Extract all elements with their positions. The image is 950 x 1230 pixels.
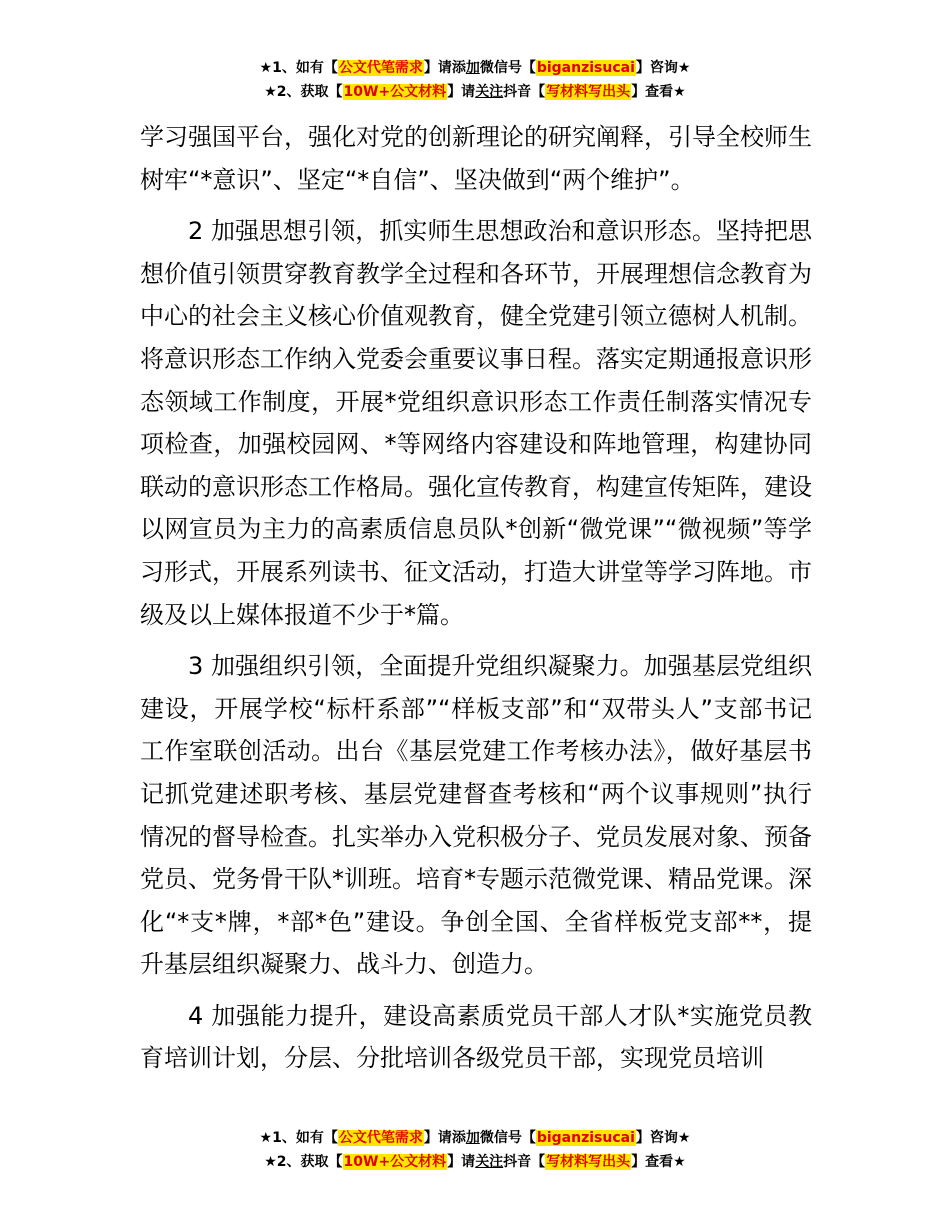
banner-text: 】请 (447, 1154, 476, 1170)
banner-underlined: 关注 (475, 84, 504, 100)
banner-text: ★1、如有【 (259, 1130, 338, 1146)
banner-underlined: 加 (465, 60, 480, 76)
header-banner (0, 56, 950, 104)
banner-text: 】咨询★ (635, 1130, 691, 1146)
banner-text: 抖音【 (503, 84, 546, 100)
banner-text: ★2、获取【 (264, 84, 343, 100)
paragraph-continuation: 学习强国平台，强化对党的创新理论的研究阐释，引导全校师生树牢“*意识”、坚定“*自信”、坚决做到“两个维护”。 (140, 123, 812, 194)
banner-text: 微信号【 (479, 60, 536, 76)
banner-highlight: 公文代笔需求 (338, 60, 423, 76)
banner-line-1 (0, 56, 950, 80)
banner-line-1 (0, 1126, 950, 1150)
banner-highlight: 10W+公文材料 (343, 1154, 447, 1170)
document-body (140, 116, 812, 1080)
banner-text: 抖音【 (503, 1154, 546, 1170)
banner-text: 】咨询★ (635, 60, 691, 76)
banner-highlight: 10W+公文材料 (343, 84, 447, 100)
banner-highlight: 写材料写出头 (546, 1154, 631, 1170)
banner-text: 】查看★ (631, 84, 686, 100)
paragraph-3: 3 加强组织引领，全面提升党组织凝聚力。加强基层党组织建设，开展学校“标杆系部”“样板支部”和“双带头人”支部书记工作室联创活动。出台《基层党建工作考核办法》，做好基层书记抓党建述职考核、基层党建督查考核和“两个议事规则”执行情况的督导检查。扎实举办入党积极分子、党员发展对象、预备党员、党务骨干队*训班。培育*专题示范微党课、精品党课。深化“*支*牌，*部*色”建设。争创全国、全省样板党支部**，提升基层组织凝聚力、战斗力、创造力。 (140, 652, 812, 979)
banner-highlight: 写材料写出头 (546, 84, 631, 100)
paragraph-4: 4 加强能力提升，建设高素质党员干部人才队*实施党员教育培训计划，分层、分批培训各级党员干部，实现党员培训 (140, 1001, 812, 1073)
banner-highlight: biganzisucai (536, 1130, 635, 1146)
banner-line-2 (0, 80, 950, 104)
banner-underlined: 加 (465, 1130, 480, 1146)
banner-text: 】查看★ (631, 1154, 686, 1170)
banner-text: ★1、如有【 (259, 60, 338, 76)
banner-text: 】请添 (423, 60, 466, 76)
banner-text: ★2、获取【 (264, 1154, 343, 1170)
paragraph-2: 2 加强思想引领，抓实师生思想政治和意识形态。坚持把思想价值引领贯穿教育教学全过程和各环节，开展理想信念教育为中心的社会主义核心价值观教育，健全党建引领立德树人机制。将意识形态工作纳入党委会重要议事日程。落实定期通报意识形态领域工作制度，开展*党组织意识形态工作责任制落实情况专项检查，加强校园网、*等网络内容建设和阵地管理，构建协同联动的意识形态工作格局。强化宣传教育，构建宣传矩阵，建设以网宣员为主力的高素质信息员队*创新“微党课”“微视频”等学习形式，开展系列读书、征文活动，打造大讲堂等学习阵地。市级及以上媒体报道不少于*篇。 (140, 217, 812, 629)
banner-text: 微信号【 (479, 1130, 536, 1146)
banner-highlight: biganzisucai (536, 60, 635, 76)
banner-underlined: 关注 (475, 1154, 504, 1170)
banner-text: 】请 (447, 84, 476, 100)
banner-line-2 (0, 1150, 950, 1174)
banner-text: 】请添 (423, 1130, 466, 1146)
footer-banner (0, 1126, 950, 1174)
banner-highlight: 公文代笔需求 (338, 1130, 423, 1146)
